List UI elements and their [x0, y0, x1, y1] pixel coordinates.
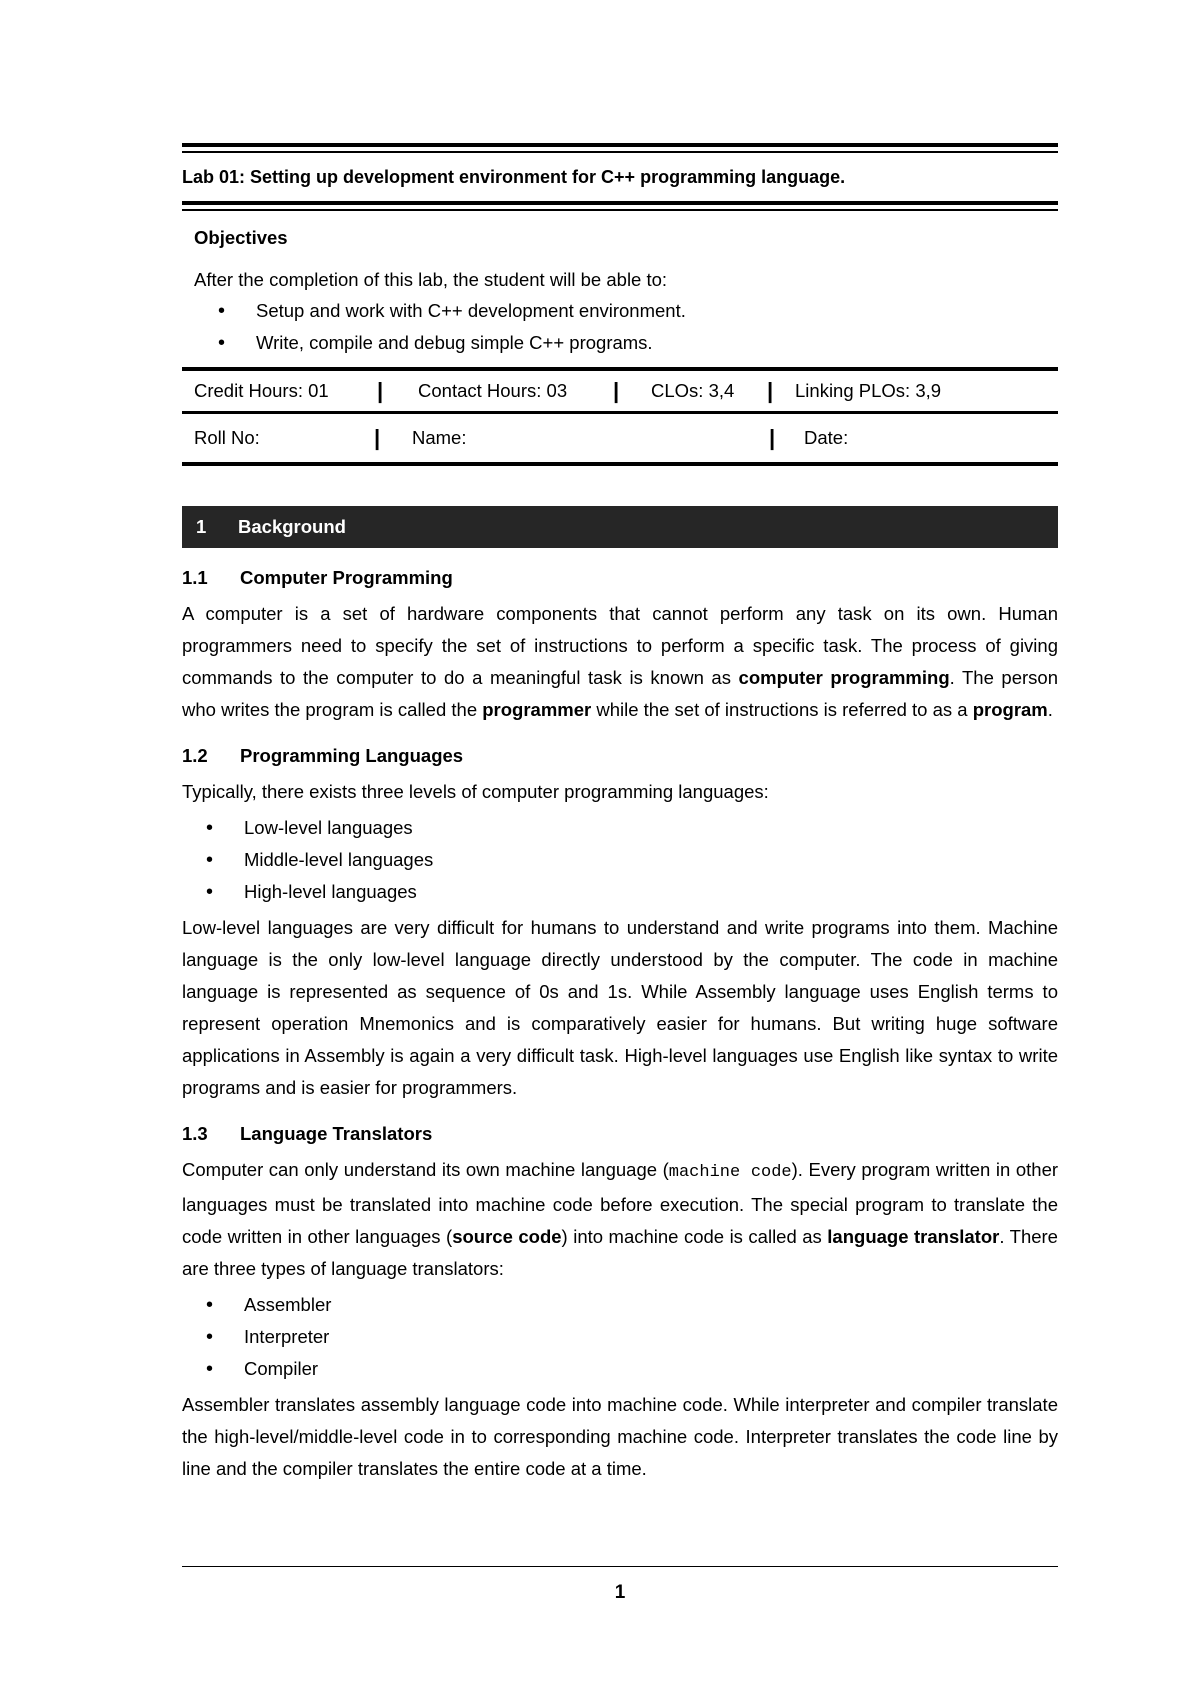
document-page — [182, 143, 1058, 1485]
list-item: • Low-level languages — [182, 812, 1058, 844]
credit-hours: Credit Hours: 01 — [194, 380, 329, 401]
inline-code: machine code — [668, 1163, 792, 1182]
section-heading-background — [182, 506, 1058, 548]
list-item: • Middle-level languages — [182, 844, 1058, 876]
list-item: • Assembler — [182, 1289, 1058, 1321]
objectives-intro: After the completion of this lab, the student will be able to: — [194, 269, 668, 290]
contact-hours: Contact Hours: 03 — [418, 380, 568, 401]
list-item: • Compiler — [182, 1353, 1058, 1385]
info-row-hours — [182, 371, 1058, 411]
objectives-heading: Objectives — [194, 227, 288, 248]
section-number: 1 — [196, 516, 207, 537]
date-label: Date: — [804, 427, 849, 448]
clos: CLOs: 3,4 — [651, 380, 735, 401]
objectives-list — [194, 295, 1046, 359]
objective-item: • Write, compile and debug simple C++ programs. — [194, 327, 1046, 359]
footer-rule — [182, 1566, 1058, 1567]
subsection-heading — [182, 1118, 1058, 1150]
separator: | — [613, 378, 620, 403]
objective-item: • Setup and work with C++ development environment. — [194, 295, 1046, 327]
roll-no-label: Roll No: — [194, 427, 260, 448]
paragraph-translator-details: Assembler translates assembly language code into machine code. While interpreter and compiler translate the high-level/middle-level code in to corresponding machine code. Interpreter translates the code line by line and the compiler translates the entire code at a time. — [182, 1394, 1058, 1479]
name-label: Name: — [412, 427, 467, 448]
separator: | — [769, 425, 776, 450]
linking-plos: Linking PLOs: 3,9 — [795, 380, 942, 401]
list-item: • High-level languages — [182, 876, 1058, 908]
info-bottom-rule — [182, 462, 1058, 466]
header-bottom-rule — [182, 201, 1058, 211]
paragraph-intro: Typically, there exists three levels of computer programming languages: — [182, 781, 769, 802]
section-title: Background — [238, 516, 346, 537]
bold-term: program — [972, 699, 1048, 720]
subsection-title: Language Translators — [240, 1123, 433, 1144]
objectives-box — [182, 211, 1058, 361]
language-levels-list — [182, 812, 1058, 908]
separator: | — [374, 425, 381, 450]
paragraph-computer-programming: A computer is a set of hardware components that cannot perform any task on its own. Human programmers need to specify the set of instructions to perform a specific task. The process of giving commands to the computer to do a meaningful task is known as computer programming. The person who writes the program is called the programmer while the set of instructions is referred to as a program. — [182, 603, 1058, 720]
paragraph-languages: Low-level languages are very difficult for humans to understand and write programs into them. Machine language is the only low-level language directly understood by the computer. The code in machine language is represented as sequence of 0s and 1s. While Assembly language uses English terms to represent operation Mnemonics and is comparatively easier for humans. But writing huge software applications in Assembly is again a very difficult task. High-level languages use English like syntax to write programs and is easier for programmers. — [182, 917, 1058, 1098]
bold-term: computer programming — [738, 667, 950, 688]
bold-term: source code — [452, 1226, 562, 1247]
lab-title: Lab 01: Setting up development environment for C++ programming language. — [182, 167, 846, 187]
subsection-number: 1.2 — [182, 745, 208, 766]
bold-term: programmer — [482, 699, 592, 720]
subsection-title: Computer Programming — [240, 567, 453, 588]
separator: | — [377, 378, 384, 403]
translator-types-list — [182, 1289, 1058, 1385]
subsection-heading — [182, 562, 1058, 594]
subsection-number: 1.3 — [182, 1123, 208, 1144]
subsection-title: Programming Languages — [240, 745, 464, 766]
header-top-rule — [182, 143, 1058, 153]
page-number: 1 — [614, 1582, 626, 1603]
paragraph-translators: Computer can only understand its own machine language (machine code). Every program written in other languages must be translated into machine code before execution. The special program to translate the code written in other languages (source code) into machine code is called as language translator. There are three types of language translators: — [182, 1159, 1059, 1279]
separator: | — [767, 378, 774, 403]
list-item: • Interpreter — [182, 1321, 1058, 1353]
bold-term: language translator — [827, 1226, 1000, 1247]
subsection-heading — [182, 740, 1058, 772]
subsection-number: 1.1 — [182, 567, 208, 588]
info-row-student — [182, 414, 1058, 462]
